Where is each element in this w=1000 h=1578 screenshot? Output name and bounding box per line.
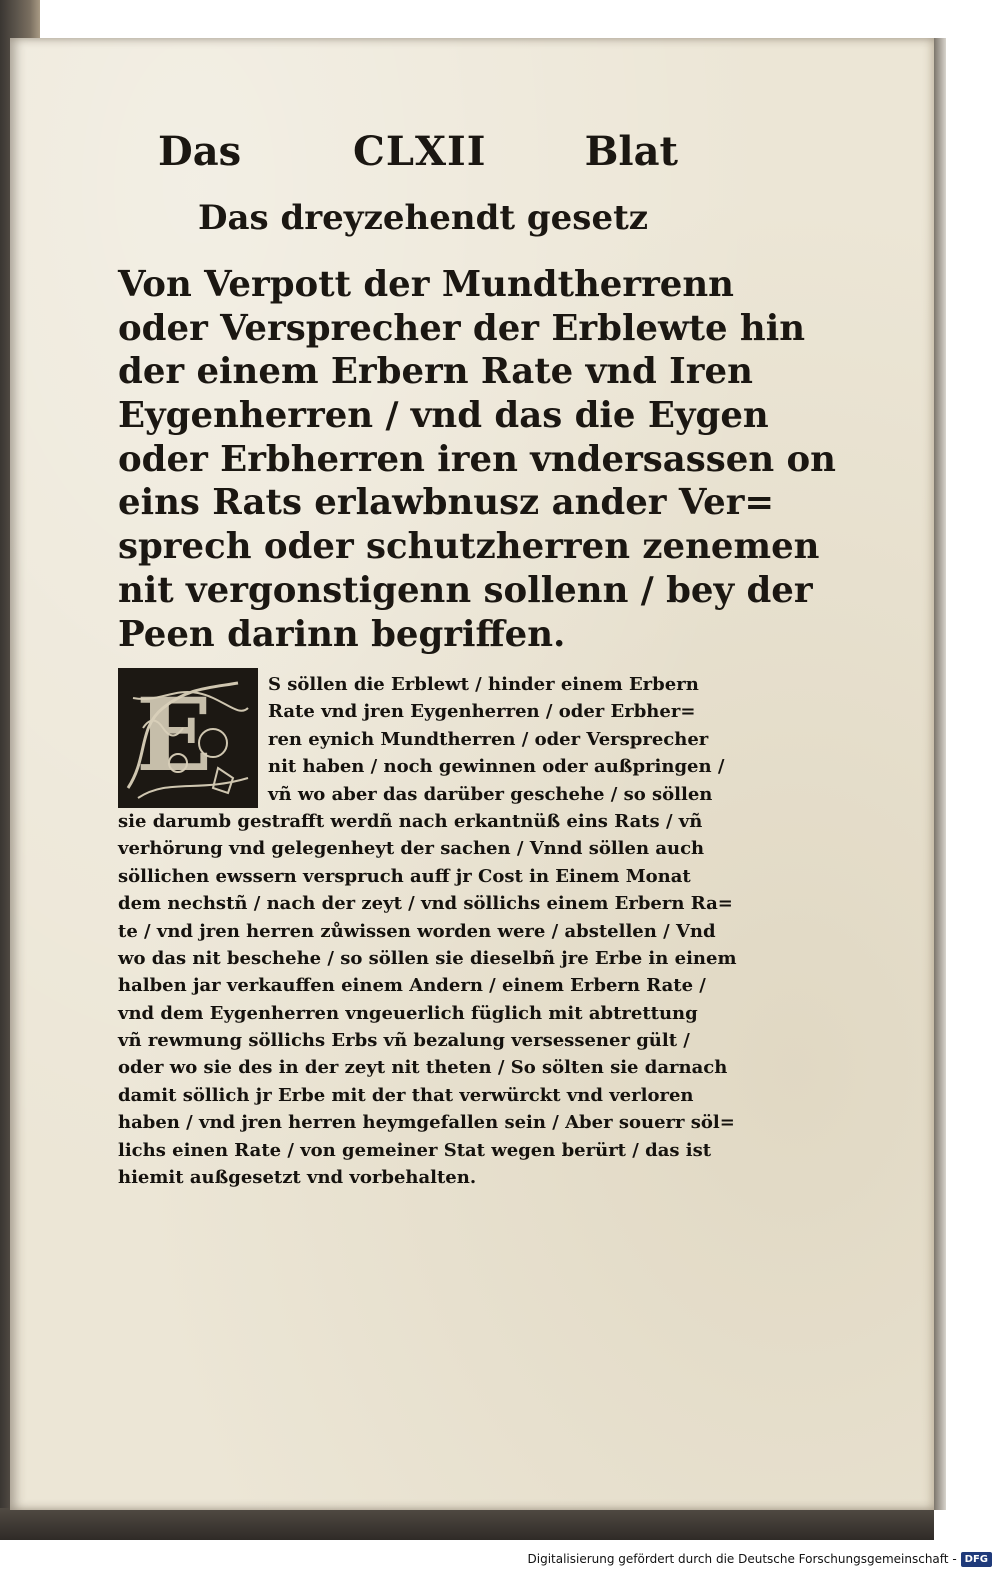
book-bottom-edge	[0, 1508, 934, 1540]
body-text	[118, 671, 737, 1191]
body-line: vñ rewmung söllichs Erbs vñ bezalung versessener gült /	[118, 1030, 690, 1052]
body-line: söllichen ewssern verspruch auff jr Cost in Einem Monat	[118, 865, 691, 887]
body-line: haben / vnd jren herren heymgefallen sein / Aber souerr söl=	[118, 1112, 735, 1134]
body-line: vñ wo aber das darüber geschehe / so söllen	[268, 783, 713, 805]
running-header	[158, 128, 678, 178]
body-line: sie darumb gestrafft werdñ nach erkantnüß eins Rats / vñ	[118, 810, 703, 832]
funding-text: Digitalisierung gefördert durch die Deutsche Forschungsgemeinschaft -	[527, 1552, 957, 1566]
page-right-edge	[932, 38, 946, 1510]
heading-line: oder Versprecher der Erblewte hin	[118, 307, 806, 349]
body-line: ren eynich Mundtherren / oder Versprecher	[268, 728, 709, 750]
body-line: wo das nit beschehe / so söllen sie dieselbñ jre Erbe in einem	[118, 947, 737, 969]
body-line: nit haben / noch gewinnen oder außpringen /	[268, 756, 725, 778]
body-line: vnd dem Eygenherren vngeuerlich füglich mit abtrettung	[118, 1002, 698, 1024]
body-line: oder wo sie des in der zeyt nit theten / So sölten sie darnach	[118, 1057, 728, 1079]
body-line: S söllen die Erblewt / hinder einem Erbern	[268, 674, 699, 695]
body-line: lichs einen Rate / von gemeiner Stat wegen berürt / das ist	[118, 1139, 712, 1161]
heading-line: nit vergonstigenn sollenn / bey der	[118, 569, 813, 611]
law-title: Das dreyzehendt gesetz	[198, 198, 649, 238]
body-line: dem nechstñ / nach der zeyt / vnd söllichs einem Erbern Ra=	[118, 893, 733, 915]
initial-letter: E	[136, 676, 213, 794]
dfg-logo: DFG	[961, 1552, 992, 1567]
header-left: Das	[158, 128, 242, 175]
body-line: verhörung vnd gelegenheyt der sachen / Vnnd söllen auch	[118, 838, 705, 860]
body-line: damit söllich jr Erbe mit der that verwürckt vnd verloren	[118, 1084, 694, 1106]
heading-line: Von Verpott der Mundtherrenn	[118, 264, 734, 305]
law-heading	[118, 263, 836, 656]
body-line: Rate vnd jren Eygenherren / oder Erbher=	[268, 701, 696, 723]
funding-footer	[528, 1548, 993, 1570]
heading-line: sprech oder schutzherren zenemen	[118, 526, 820, 568]
heading-line: Peen darinn begriffen.	[118, 613, 566, 655]
heading-line: der einem Erbern Rate vnd Iren	[118, 351, 753, 393]
body-line: hiemit außgesetzt vnd vorbehalten.	[118, 1167, 477, 1189]
heading-line: oder Erbherren iren vndersassen on	[118, 438, 836, 480]
header-right: Blat	[584, 128, 678, 175]
heading-line: eins Rats erlawbnusz ander Ver=	[118, 482, 775, 524]
body-line: te / vnd jren herren zůwissen worden were / abstellen / Vnd	[118, 920, 716, 942]
body-line: halben jar verkauffen einem Andern / einem Erbern Rate /	[118, 975, 706, 997]
folio-number: CLXII	[353, 128, 487, 175]
heading-line: Eygenherren / vnd das die Eygen	[118, 395, 769, 437]
